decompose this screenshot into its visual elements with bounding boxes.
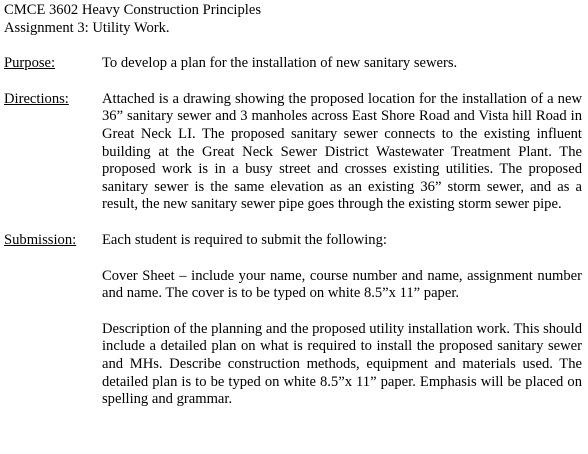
spacer — [102, 303, 582, 321]
course-title: CMCE 3602 Heavy Construction Principles — [4, 2, 261, 18]
directions-text: Attached is a drawing showing the proposed location for the installation of a new 36” sanitary sewer and 3 manholes across East Shore Road and Vista hill Road in Great Neck LI. The proposed sanitary sewer connects to the existing influent building at the Great Neck Sewer District Wastewater Treatment Plant. The proposed work is in a busy street and crosses existing utilities. The proposed sanitary sewer is the same elevation as an existing 36” storm sewer, and as a result, the new sanitary sewer pipe goes through the existing storm sewer pipe. — [102, 90, 582, 213]
directions-label: Directions: — [4, 90, 69, 107]
spacer — [4, 73, 584, 91]
purpose-label: Purpose: — [4, 55, 56, 72]
purpose-content — [102, 55, 582, 73]
submission-label: Submission: — [4, 231, 77, 248]
submission-content — [102, 232, 582, 409]
directions-section — [4, 91, 584, 214]
purpose-section — [4, 55, 584, 73]
spacer — [4, 37, 584, 55]
cover-sheet-text: Cover Sheet – include your name, course number and name, assignment number and name. The cover is to be typed on white 8.5”x 11” paper. — [102, 267, 582, 302]
submission-section — [4, 232, 584, 409]
assignment-title: Assignment 3: Utility Work. — [4, 19, 170, 36]
purpose-text: To develop a plan for the installation of new sanitary sewers. — [102, 55, 458, 72]
directions-content — [102, 91, 582, 214]
description-text: Description of the planning and the proposed utility installation work. This should include a detailed plan on what is required to install the proposed sanitary sewer and MHs. Describe construction methods, equipment and materials used. The detailed plan is to be typed on white 8.5”x 11” paper. Emphasis will be placed on spelling and grammar. — [102, 320, 582, 408]
assignment-document — [4, 2, 584, 409]
submission-intro: Each student is required to submit the following: — [102, 231, 387, 248]
spacer — [102, 250, 582, 268]
spacer — [4, 214, 584, 232]
